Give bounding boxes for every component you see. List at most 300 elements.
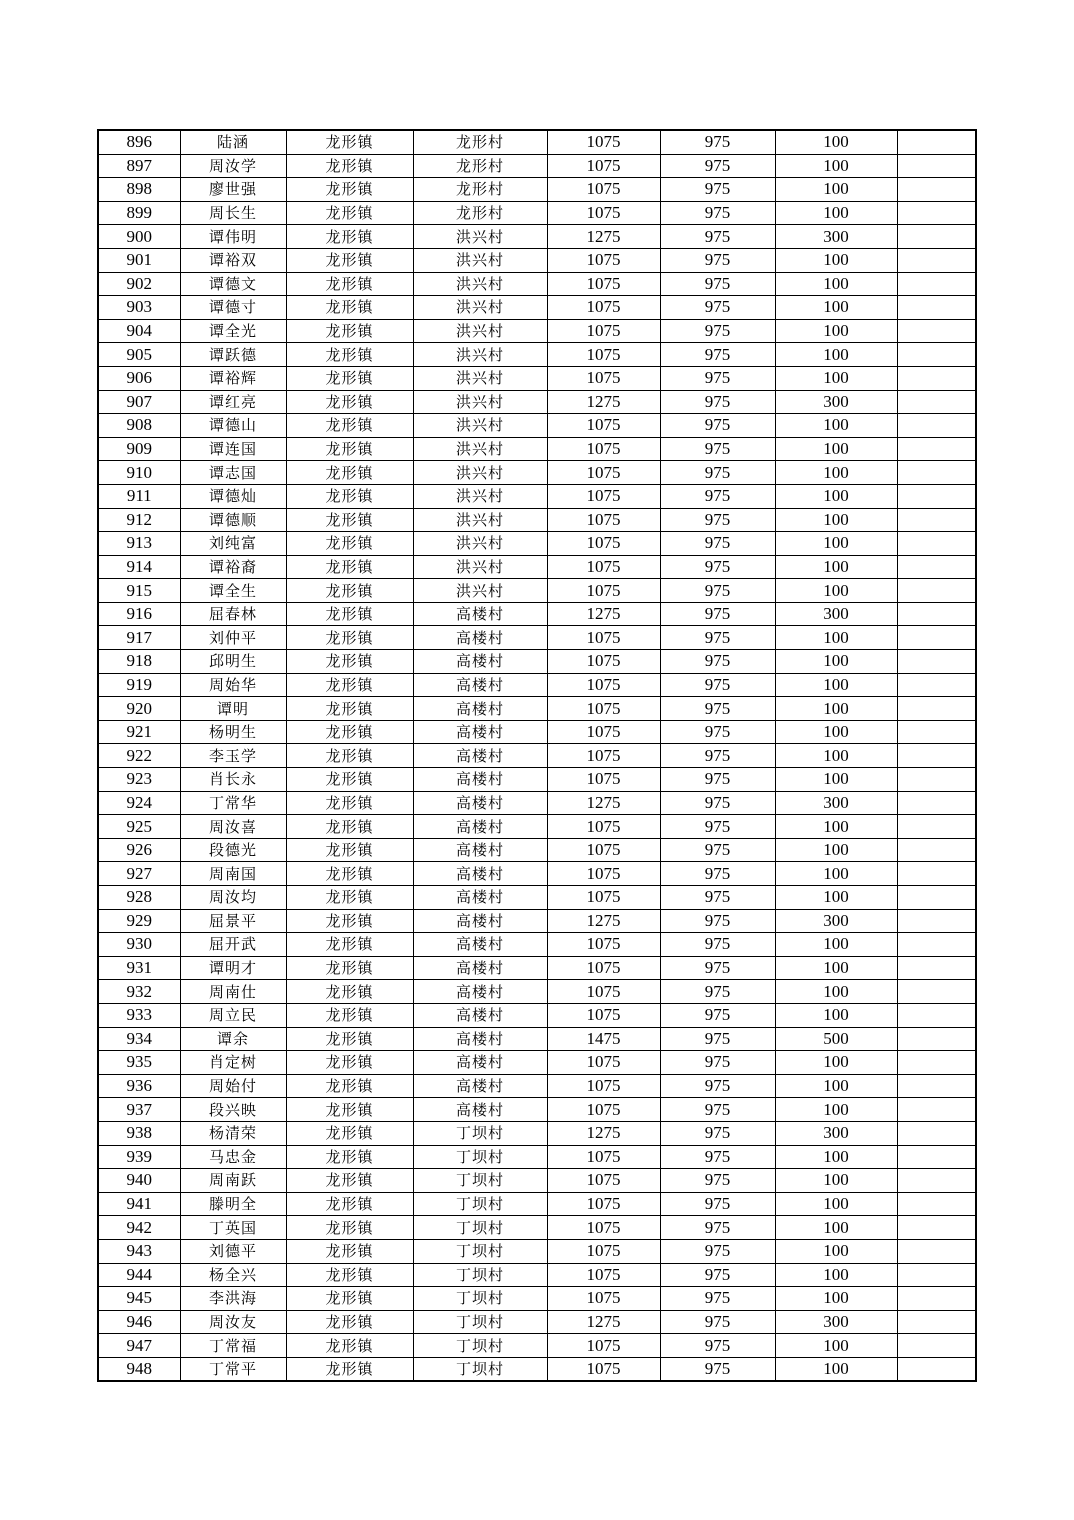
cell-name: 屈开武 <box>180 933 286 957</box>
cell-base: 975 <box>660 437 775 461</box>
cell-total: 1475 <box>547 1027 660 1051</box>
cell-base: 975 <box>660 248 775 272</box>
cell-town: 龙形镇 <box>286 1027 413 1051</box>
cell-name: 屈景平 <box>180 909 286 933</box>
cell-total: 1075 <box>547 768 660 792</box>
cell-base: 975 <box>660 296 775 320</box>
cell-note <box>897 154 976 178</box>
cell-town: 龙形镇 <box>286 1003 413 1027</box>
table-row <box>98 933 976 957</box>
cell-extra: 100 <box>775 201 897 225</box>
cell-index: 905 <box>98 343 180 367</box>
cell-index: 929 <box>98 909 180 933</box>
table-row <box>98 414 976 438</box>
cell-town: 龙形镇 <box>286 862 413 886</box>
cell-town: 龙形镇 <box>286 909 413 933</box>
table-row <box>98 1216 976 1240</box>
cell-base: 975 <box>660 414 775 438</box>
cell-index: 921 <box>98 720 180 744</box>
cell-name: 周汝友 <box>180 1310 286 1334</box>
table-row <box>98 1051 976 1075</box>
cell-index: 916 <box>98 602 180 626</box>
cell-extra: 100 <box>775 130 897 154</box>
cell-total: 1075 <box>547 296 660 320</box>
cell-index: 939 <box>98 1145 180 1169</box>
cell-extra: 100 <box>775 1263 897 1287</box>
cell-note <box>897 956 976 980</box>
cell-extra: 100 <box>775 272 897 296</box>
cell-extra: 100 <box>775 532 897 556</box>
cell-village: 丁坝村 <box>413 1239 547 1263</box>
cell-name: 周南仕 <box>180 980 286 1004</box>
cell-village: 高楼村 <box>413 697 547 721</box>
cell-total: 1075 <box>547 555 660 579</box>
table-row <box>98 248 976 272</box>
table-row <box>98 815 976 839</box>
table-row <box>98 1334 976 1358</box>
cell-extra: 100 <box>775 862 897 886</box>
cell-index: 932 <box>98 980 180 1004</box>
cell-name: 丁英国 <box>180 1216 286 1240</box>
table-row <box>98 225 976 249</box>
cell-base: 975 <box>660 650 775 674</box>
cell-total: 1075 <box>547 650 660 674</box>
cell-extra: 100 <box>775 1357 897 1381</box>
cell-note <box>897 1287 976 1311</box>
cell-note <box>897 602 976 626</box>
cell-base: 975 <box>660 1098 775 1122</box>
cell-village: 洪兴村 <box>413 366 547 390</box>
table-row <box>98 650 976 674</box>
cell-note <box>897 980 976 1004</box>
cell-extra: 300 <box>775 1121 897 1145</box>
cell-note <box>897 909 976 933</box>
table-row <box>98 201 976 225</box>
cell-base: 975 <box>660 366 775 390</box>
cell-extra: 100 <box>775 956 897 980</box>
cell-base: 975 <box>660 1027 775 1051</box>
cell-index: 911 <box>98 484 180 508</box>
cell-village: 洪兴村 <box>413 248 547 272</box>
table-row <box>98 390 976 414</box>
cell-town: 龙形镇 <box>286 720 413 744</box>
cell-index: 922 <box>98 744 180 768</box>
cell-note <box>897 178 976 202</box>
cell-town: 龙形镇 <box>286 390 413 414</box>
table-row <box>98 154 976 178</box>
cell-total: 1075 <box>547 1357 660 1381</box>
table-row <box>98 1263 976 1287</box>
cell-town: 龙形镇 <box>286 248 413 272</box>
table-row <box>98 579 976 603</box>
cell-note <box>897 343 976 367</box>
cell-note <box>897 272 976 296</box>
cell-index: 942 <box>98 1216 180 1240</box>
cell-village: 龙形村 <box>413 201 547 225</box>
cell-base: 975 <box>660 956 775 980</box>
cell-town: 龙形镇 <box>286 225 413 249</box>
cell-village: 高楼村 <box>413 1051 547 1075</box>
cell-total: 1075 <box>547 862 660 886</box>
cell-note <box>897 390 976 414</box>
cell-note <box>897 697 976 721</box>
table-row <box>98 178 976 202</box>
cell-base: 975 <box>660 1192 775 1216</box>
cell-extra: 100 <box>775 508 897 532</box>
cell-town: 龙形镇 <box>286 555 413 579</box>
cell-town: 龙形镇 <box>286 768 413 792</box>
cell-town: 龙形镇 <box>286 956 413 980</box>
cell-base: 975 <box>660 744 775 768</box>
cell-extra: 100 <box>775 1239 897 1263</box>
cell-village: 丁坝村 <box>413 1287 547 1311</box>
cell-total: 1075 <box>547 437 660 461</box>
cell-note <box>897 437 976 461</box>
cell-village: 高楼村 <box>413 602 547 626</box>
table-row <box>98 130 976 154</box>
cell-base: 975 <box>660 343 775 367</box>
cell-town: 龙形镇 <box>286 602 413 626</box>
cell-village: 高楼村 <box>413 673 547 697</box>
cell-extra: 300 <box>775 1310 897 1334</box>
table-row <box>98 744 976 768</box>
cell-total: 1075 <box>547 1192 660 1216</box>
cell-index: 930 <box>98 933 180 957</box>
cell-extra: 300 <box>775 909 897 933</box>
cell-base: 975 <box>660 791 775 815</box>
cell-village: 高楼村 <box>413 1098 547 1122</box>
cell-total: 1075 <box>547 815 660 839</box>
cell-total: 1075 <box>547 272 660 296</box>
cell-note <box>897 744 976 768</box>
cell-index: 919 <box>98 673 180 697</box>
cell-extra: 100 <box>775 768 897 792</box>
cell-total: 1075 <box>547 414 660 438</box>
cell-village: 洪兴村 <box>413 272 547 296</box>
cell-name: 谭德顺 <box>180 508 286 532</box>
cell-index: 912 <box>98 508 180 532</box>
cell-town: 龙形镇 <box>286 437 413 461</box>
cell-village: 高楼村 <box>413 626 547 650</box>
cell-note <box>897 862 976 886</box>
table-row <box>98 1098 976 1122</box>
cell-note <box>897 1027 976 1051</box>
cell-village: 丁坝村 <box>413 1192 547 1216</box>
cell-base: 975 <box>660 815 775 839</box>
cell-extra: 100 <box>775 1169 897 1193</box>
cell-base: 975 <box>660 508 775 532</box>
cell-base: 975 <box>660 272 775 296</box>
cell-note <box>897 1003 976 1027</box>
cell-name: 廖世强 <box>180 178 286 202</box>
cell-base: 975 <box>660 1334 775 1358</box>
cell-base: 975 <box>660 1169 775 1193</box>
cell-town: 龙形镇 <box>286 319 413 343</box>
cell-base: 975 <box>660 602 775 626</box>
cell-note <box>897 532 976 556</box>
cell-total: 1075 <box>547 484 660 508</box>
cell-extra: 300 <box>775 390 897 414</box>
cell-name: 杨清荣 <box>180 1121 286 1145</box>
table-row <box>98 791 976 815</box>
cell-total: 1075 <box>547 1145 660 1169</box>
cell-extra: 100 <box>775 886 897 910</box>
cell-village: 高楼村 <box>413 1074 547 1098</box>
cell-name: 滕明全 <box>180 1192 286 1216</box>
cell-extra: 100 <box>775 980 897 1004</box>
cell-town: 龙形镇 <box>286 484 413 508</box>
cell-town: 龙形镇 <box>286 980 413 1004</box>
cell-index: 925 <box>98 815 180 839</box>
cell-town: 龙形镇 <box>286 508 413 532</box>
cell-town: 龙形镇 <box>286 1051 413 1075</box>
cell-village: 龙形村 <box>413 178 547 202</box>
cell-village: 丁坝村 <box>413 1310 547 1334</box>
cell-base: 975 <box>660 697 775 721</box>
cell-extra: 100 <box>775 1216 897 1240</box>
cell-index: 915 <box>98 579 180 603</box>
cell-note <box>897 673 976 697</box>
table-row <box>98 768 976 792</box>
cell-village: 高楼村 <box>413 838 547 862</box>
cell-note <box>897 201 976 225</box>
cell-note <box>897 319 976 343</box>
table-row <box>98 1192 976 1216</box>
cell-village: 丁坝村 <box>413 1334 547 1358</box>
cell-index: 946 <box>98 1310 180 1334</box>
cell-total: 1075 <box>547 1169 660 1193</box>
cell-town: 龙形镇 <box>286 366 413 390</box>
cell-village: 高楼村 <box>413 956 547 980</box>
cell-name: 屈春林 <box>180 602 286 626</box>
cell-note <box>897 1334 976 1358</box>
cell-note <box>897 225 976 249</box>
cell-name: 谭德寸 <box>180 296 286 320</box>
cell-village: 洪兴村 <box>413 319 547 343</box>
cell-extra: 100 <box>775 437 897 461</box>
cell-extra: 100 <box>775 319 897 343</box>
cell-note <box>897 720 976 744</box>
cell-base: 975 <box>660 461 775 485</box>
cell-index: 948 <box>98 1357 180 1381</box>
cell-name: 谭明才 <box>180 956 286 980</box>
cell-extra: 100 <box>775 484 897 508</box>
cell-base: 975 <box>660 768 775 792</box>
cell-extra: 100 <box>775 1287 897 1311</box>
cell-index: 941 <box>98 1192 180 1216</box>
cell-name: 谭明 <box>180 697 286 721</box>
cell-base: 975 <box>660 720 775 744</box>
cell-note <box>897 1216 976 1240</box>
cell-total: 1075 <box>547 319 660 343</box>
cell-base: 975 <box>660 555 775 579</box>
table-row <box>98 437 976 461</box>
cell-extra: 100 <box>775 626 897 650</box>
cell-town: 龙形镇 <box>286 744 413 768</box>
cell-extra: 300 <box>775 225 897 249</box>
cell-base: 975 <box>660 201 775 225</box>
cell-total: 1075 <box>547 744 660 768</box>
cell-village: 洪兴村 <box>413 296 547 320</box>
cell-name: 谭德山 <box>180 414 286 438</box>
cell-index: 920 <box>98 697 180 721</box>
cell-name: 周汝喜 <box>180 815 286 839</box>
cell-base: 975 <box>660 154 775 178</box>
cell-town: 龙形镇 <box>286 296 413 320</box>
cell-name: 邱明生 <box>180 650 286 674</box>
cell-index: 901 <box>98 248 180 272</box>
cell-name: 周始华 <box>180 673 286 697</box>
cell-name: 肖长永 <box>180 768 286 792</box>
cell-index: 904 <box>98 319 180 343</box>
cell-total: 1075 <box>547 1074 660 1098</box>
cell-total: 1075 <box>547 1334 660 1358</box>
table-row <box>98 838 976 862</box>
cell-village: 洪兴村 <box>413 437 547 461</box>
cell-village: 高楼村 <box>413 1003 547 1027</box>
cell-index: 935 <box>98 1051 180 1075</box>
cell-village: 高楼村 <box>413 744 547 768</box>
cell-town: 龙形镇 <box>286 1145 413 1169</box>
table-row <box>98 1239 976 1263</box>
cell-index: 938 <box>98 1121 180 1145</box>
cell-base: 975 <box>660 178 775 202</box>
cell-total: 1075 <box>547 956 660 980</box>
cell-base: 975 <box>660 1263 775 1287</box>
cell-note <box>897 1263 976 1287</box>
cell-name: 谭红亮 <box>180 390 286 414</box>
cell-index: 926 <box>98 838 180 862</box>
cell-town: 龙形镇 <box>286 579 413 603</box>
cell-town: 龙形镇 <box>286 414 413 438</box>
cell-total: 1075 <box>547 579 660 603</box>
cell-index: 927 <box>98 862 180 886</box>
cell-town: 龙形镇 <box>286 886 413 910</box>
cell-total: 1075 <box>547 626 660 650</box>
cell-name: 谭志国 <box>180 461 286 485</box>
cell-total: 1275 <box>547 390 660 414</box>
table-row <box>98 1003 976 1027</box>
cell-base: 975 <box>660 838 775 862</box>
cell-base: 975 <box>660 1074 775 1098</box>
cell-note <box>897 1121 976 1145</box>
cell-total: 1075 <box>547 886 660 910</box>
cell-name: 谭裕双 <box>180 248 286 272</box>
cell-name: 李玉学 <box>180 744 286 768</box>
cell-base: 975 <box>660 1287 775 1311</box>
cell-base: 975 <box>660 1145 775 1169</box>
cell-base: 975 <box>660 390 775 414</box>
cell-index: 924 <box>98 791 180 815</box>
cell-note <box>897 650 976 674</box>
cell-index: 899 <box>98 201 180 225</box>
cell-note <box>897 366 976 390</box>
cell-village: 高楼村 <box>413 791 547 815</box>
cell-name: 周始付 <box>180 1074 286 1098</box>
cell-total: 1075 <box>547 201 660 225</box>
cell-town: 龙形镇 <box>286 1121 413 1145</box>
cell-extra: 100 <box>775 1003 897 1027</box>
cell-index: 936 <box>98 1074 180 1098</box>
cell-total: 1075 <box>547 508 660 532</box>
cell-village: 龙形村 <box>413 154 547 178</box>
cell-note <box>897 555 976 579</box>
cell-name: 段德光 <box>180 838 286 862</box>
cell-index: 903 <box>98 296 180 320</box>
cell-extra: 300 <box>775 602 897 626</box>
table-row <box>98 1310 976 1334</box>
cell-total: 1075 <box>547 838 660 862</box>
cell-total: 1075 <box>547 697 660 721</box>
cell-base: 975 <box>660 933 775 957</box>
cell-village: 高楼村 <box>413 1027 547 1051</box>
cell-note <box>897 130 976 154</box>
cell-total: 1075 <box>547 1287 660 1311</box>
cell-town: 龙形镇 <box>286 1074 413 1098</box>
cell-village: 洪兴村 <box>413 579 547 603</box>
cell-village: 洪兴村 <box>413 225 547 249</box>
table-row <box>98 697 976 721</box>
cell-index: 909 <box>98 437 180 461</box>
cell-extra: 500 <box>775 1027 897 1051</box>
cell-total: 1275 <box>547 1310 660 1334</box>
cell-index: 918 <box>98 650 180 674</box>
table-row <box>98 343 976 367</box>
cell-name: 谭伟明 <box>180 225 286 249</box>
cell-index: 944 <box>98 1263 180 1287</box>
cell-village: 洪兴村 <box>413 461 547 485</box>
table-row <box>98 909 976 933</box>
cell-total: 1275 <box>547 602 660 626</box>
table-row <box>98 461 976 485</box>
table-row <box>98 1121 976 1145</box>
cell-name: 谭余 <box>180 1027 286 1051</box>
cell-town: 龙形镇 <box>286 1098 413 1122</box>
cell-town: 龙形镇 <box>286 1169 413 1193</box>
cell-village: 高楼村 <box>413 720 547 744</box>
table-row <box>98 319 976 343</box>
cell-town: 龙形镇 <box>286 815 413 839</box>
cell-extra: 100 <box>775 461 897 485</box>
cell-extra: 100 <box>775 720 897 744</box>
cell-town: 龙形镇 <box>286 1334 413 1358</box>
cell-extra: 100 <box>775 154 897 178</box>
cell-village: 洪兴村 <box>413 532 547 556</box>
cell-village: 丁坝村 <box>413 1357 547 1381</box>
cell-name: 杨全兴 <box>180 1263 286 1287</box>
table-row <box>98 720 976 744</box>
cell-index: 943 <box>98 1239 180 1263</box>
cell-town: 龙形镇 <box>286 1357 413 1381</box>
cell-village: 龙形村 <box>413 130 547 154</box>
cell-note <box>897 1098 976 1122</box>
cell-name: 谭连国 <box>180 437 286 461</box>
table-row <box>98 1027 976 1051</box>
cell-base: 975 <box>660 1003 775 1027</box>
cell-town: 龙形镇 <box>286 1287 413 1311</box>
cell-total: 1275 <box>547 791 660 815</box>
cell-name: 刘仲平 <box>180 626 286 650</box>
cell-name: 谭裕辉 <box>180 366 286 390</box>
cell-village: 丁坝村 <box>413 1216 547 1240</box>
cell-town: 龙形镇 <box>286 650 413 674</box>
table-row <box>98 1074 976 1098</box>
cell-name: 谭德灿 <box>180 484 286 508</box>
cell-name: 段兴映 <box>180 1098 286 1122</box>
cell-base: 975 <box>660 626 775 650</box>
cell-town: 龙形镇 <box>286 272 413 296</box>
cell-total: 1075 <box>547 1216 660 1240</box>
